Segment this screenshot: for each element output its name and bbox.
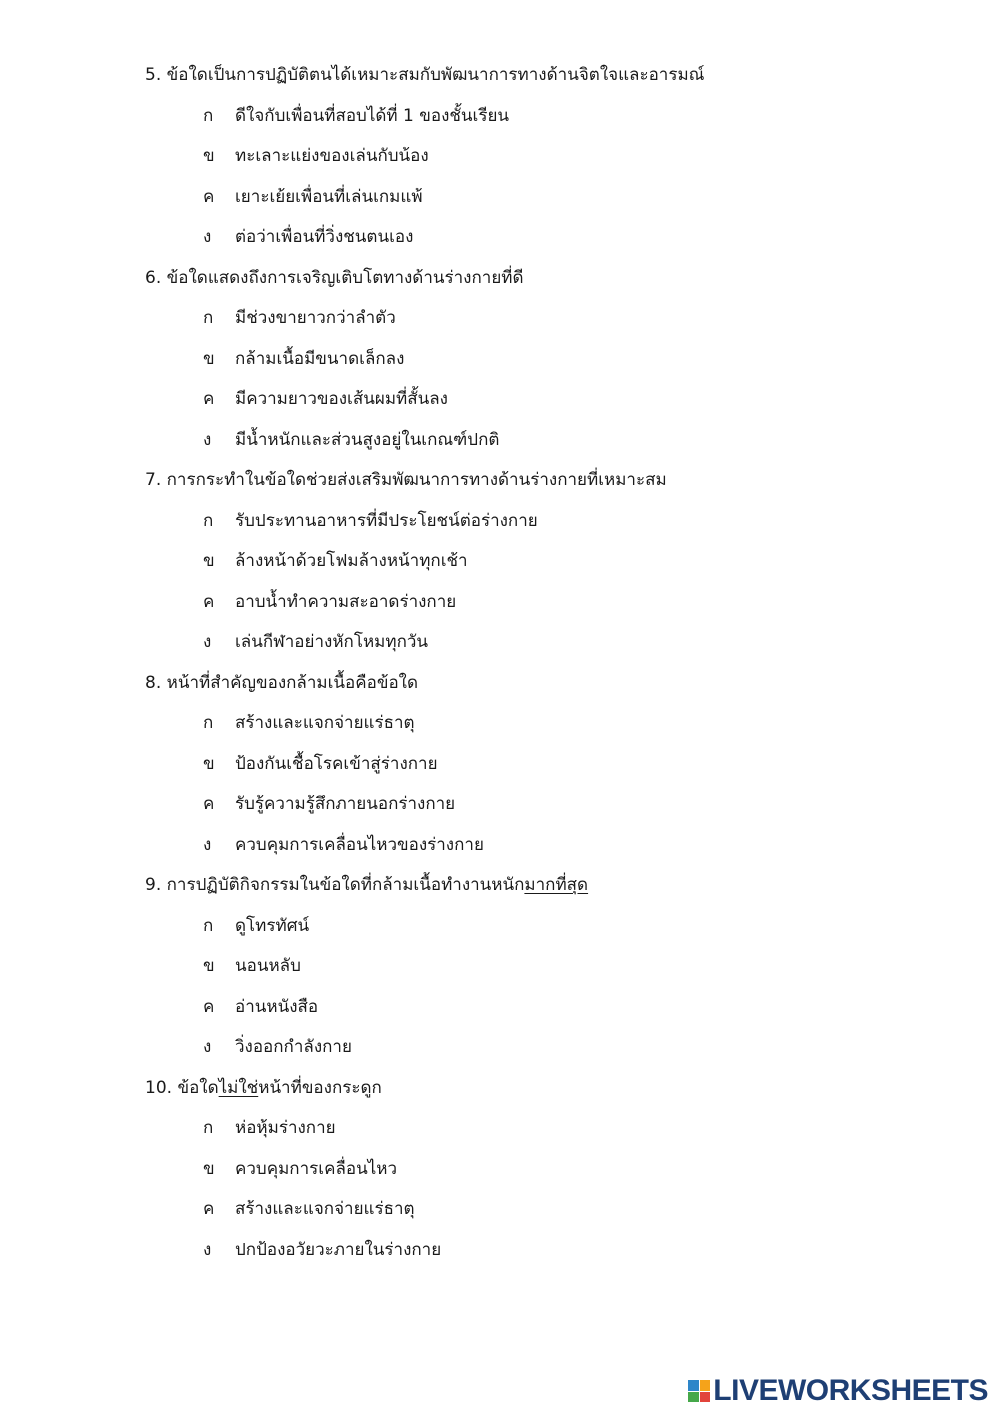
option-letter: ค xyxy=(203,591,215,612)
option-letter: ง xyxy=(203,834,212,855)
option-text: ล้างหน้าด้วยโฟมล้างหน้าทุกเช้า xyxy=(235,551,468,571)
question-body: ข้อใด xyxy=(177,1077,219,1098)
option-letter: ข xyxy=(203,551,215,571)
option-c[interactable] xyxy=(145,386,945,427)
option-text: เล่นกีฬาอย่างหักโหมทุกวัน xyxy=(235,632,429,652)
option-d[interactable] xyxy=(145,832,945,873)
logo-square-orange xyxy=(700,1380,711,1391)
question-body: หน้าที่สำคัญของกล้ามเนื้อคือข้อใด xyxy=(166,672,418,693)
question-text xyxy=(145,467,945,508)
option-a[interactable] xyxy=(145,913,945,954)
option-d[interactable] xyxy=(145,629,945,670)
question-9 xyxy=(145,872,945,1075)
question-body: การปฏิบัติกิจกรรมในข้อใดที่กล้ามเนื้อทำงานหนัก xyxy=(166,875,525,895)
option-b[interactable] xyxy=(145,1156,945,1197)
option-text: ดีใจกับเพื่อนที่สอบได้ที่ 1 ของชั้นเรียน xyxy=(235,105,510,126)
option-letter: ข xyxy=(203,1158,215,1179)
logo-square-green xyxy=(688,1392,699,1403)
option-letter: ค xyxy=(203,389,215,409)
option-text: ควบคุมการเคลื่อนไหว xyxy=(235,1158,397,1179)
question-8 xyxy=(145,670,945,873)
option-letter: ค xyxy=(203,794,215,814)
option-letter: ค xyxy=(203,186,215,207)
option-text: รับประทานอาหารที่มีประโยชน์ต่อร่างกาย xyxy=(235,510,538,531)
question-body: ข้อใดเป็นการปฏิบัติตนได้เหมาะสมกับพัฒนาการทางด้านจิตใจและอารมณ์ xyxy=(166,65,705,85)
option-c[interactable] xyxy=(145,791,945,832)
option-c[interactable] xyxy=(145,184,945,225)
question-body-end: หน้าที่ของกระดูก xyxy=(258,1077,382,1098)
option-letter: ง xyxy=(203,1239,212,1260)
option-letter: ก xyxy=(203,510,214,531)
option-text: เยาะเย้ยเพื่อนที่เล่นเกมแพ้ xyxy=(235,186,423,207)
option-a[interactable] xyxy=(145,710,945,751)
question-body: การกระทำในข้อใดช่วยส่งเสริมพัฒนาการทางด้านร่างกายที่เหมาะสม xyxy=(166,470,667,490)
option-letter: ง xyxy=(203,429,212,450)
option-a[interactable] xyxy=(145,103,945,144)
option-letter: ข xyxy=(203,348,215,369)
logo-square-blue xyxy=(688,1380,699,1391)
option-text: อ่านหนังสือ xyxy=(235,996,319,1017)
option-b[interactable] xyxy=(145,548,945,589)
option-text: ควบคุมการเคลื่อนไหวของร่างกาย xyxy=(235,834,484,855)
question-number: 6. xyxy=(145,267,162,288)
option-text: มีความยาวของเส้นผมที่สั้นลง xyxy=(235,389,448,409)
option-letter: ง xyxy=(203,227,212,247)
question-number: 7. xyxy=(145,470,162,490)
option-text: ป้องกันเชื้อโรคเข้าสู่ร่างกาย xyxy=(235,753,438,774)
question-5 xyxy=(145,62,945,265)
question-6 xyxy=(145,265,945,468)
worksheet xyxy=(145,62,945,1277)
liveworksheets-logo xyxy=(688,1374,988,1408)
question-emphasis: ไม่ใช่ xyxy=(218,1077,259,1098)
option-text: สร้างและแจกจ่ายแร่ธาตุ xyxy=(235,713,415,733)
option-text: ห่อหุ้มร่างกาย xyxy=(235,1118,336,1138)
question-number: 8. xyxy=(145,672,162,693)
option-letter: ก xyxy=(203,105,214,126)
option-text: สร้างและแจกจ่ายแร่ธาตุ xyxy=(235,1199,415,1219)
option-text: กล้ามเนื้อมีขนาดเล็กลง xyxy=(235,348,405,369)
option-c[interactable] xyxy=(145,1196,945,1237)
option-letter: ก xyxy=(203,915,214,936)
question-text xyxy=(145,62,945,103)
logo-square-red xyxy=(700,1392,711,1403)
option-c[interactable] xyxy=(145,994,945,1035)
option-a[interactable] xyxy=(145,305,945,346)
option-text: นอนหลับ xyxy=(235,956,301,976)
option-text: วิ่งออกกำลังกาย xyxy=(235,1037,352,1057)
liveworksheets-mark-icon xyxy=(688,1380,710,1402)
question-text xyxy=(145,670,945,711)
option-text: อาบน้ำทำความสะอาดร่างกาย xyxy=(235,591,457,612)
option-c[interactable] xyxy=(145,589,945,630)
question-number: 9. xyxy=(145,875,162,895)
option-b[interactable] xyxy=(145,751,945,792)
option-d[interactable] xyxy=(145,427,945,468)
option-text: มีช่วงขายาวกว่าลำตัว xyxy=(235,308,396,328)
option-d[interactable] xyxy=(145,1237,945,1278)
option-d[interactable] xyxy=(145,1034,945,1075)
question-number: 5. xyxy=(145,65,162,85)
option-letter: ง xyxy=(203,1037,212,1057)
option-letter: ข xyxy=(203,753,215,774)
option-letter: ข xyxy=(203,956,215,976)
option-d[interactable] xyxy=(145,224,945,265)
option-letter: ก xyxy=(203,713,214,733)
option-text: รับรู้ความรู้สึกภายนอกร่างกาย xyxy=(235,794,456,814)
option-b[interactable] xyxy=(145,953,945,994)
option-letter: ข xyxy=(203,146,215,166)
option-letter: ค xyxy=(203,996,215,1017)
option-b[interactable] xyxy=(145,346,945,387)
option-text: ทะเลาะแย่งของเล่นกับน้อง xyxy=(235,146,429,166)
question-emphasis: มากที่สุด xyxy=(524,875,589,895)
question-body: ข้อใดแสดงถึงการเจริญเติบโตทางด้านร่างกายที่ดี xyxy=(166,267,524,288)
question-10 xyxy=(145,1075,945,1278)
question-text xyxy=(145,872,945,913)
option-text: มีน้ำหนักและส่วนสูงอยู่ในเกณฑ์ปกติ xyxy=(235,429,500,450)
option-letter: ง xyxy=(203,632,212,652)
option-letter: ค xyxy=(203,1199,215,1219)
option-text: ดูโทรทัศน์ xyxy=(235,915,310,936)
option-a[interactable] xyxy=(145,508,945,549)
question-text xyxy=(145,1075,945,1116)
option-letter: ก xyxy=(203,308,214,328)
question-7 xyxy=(145,467,945,670)
question-text xyxy=(145,265,945,306)
logo-text: LIVEWORKSHEETS xyxy=(713,1374,988,1407)
option-b[interactable] xyxy=(145,143,945,184)
option-letter: ก xyxy=(203,1118,214,1138)
option-text: ต่อว่าเพื่อนที่วิ่งชนตนเอง xyxy=(235,227,414,247)
option-text: ปกป้องอวัยวะภายในร่างกาย xyxy=(235,1239,442,1260)
question-number: 10. xyxy=(145,1077,173,1098)
option-a[interactable] xyxy=(145,1115,945,1156)
